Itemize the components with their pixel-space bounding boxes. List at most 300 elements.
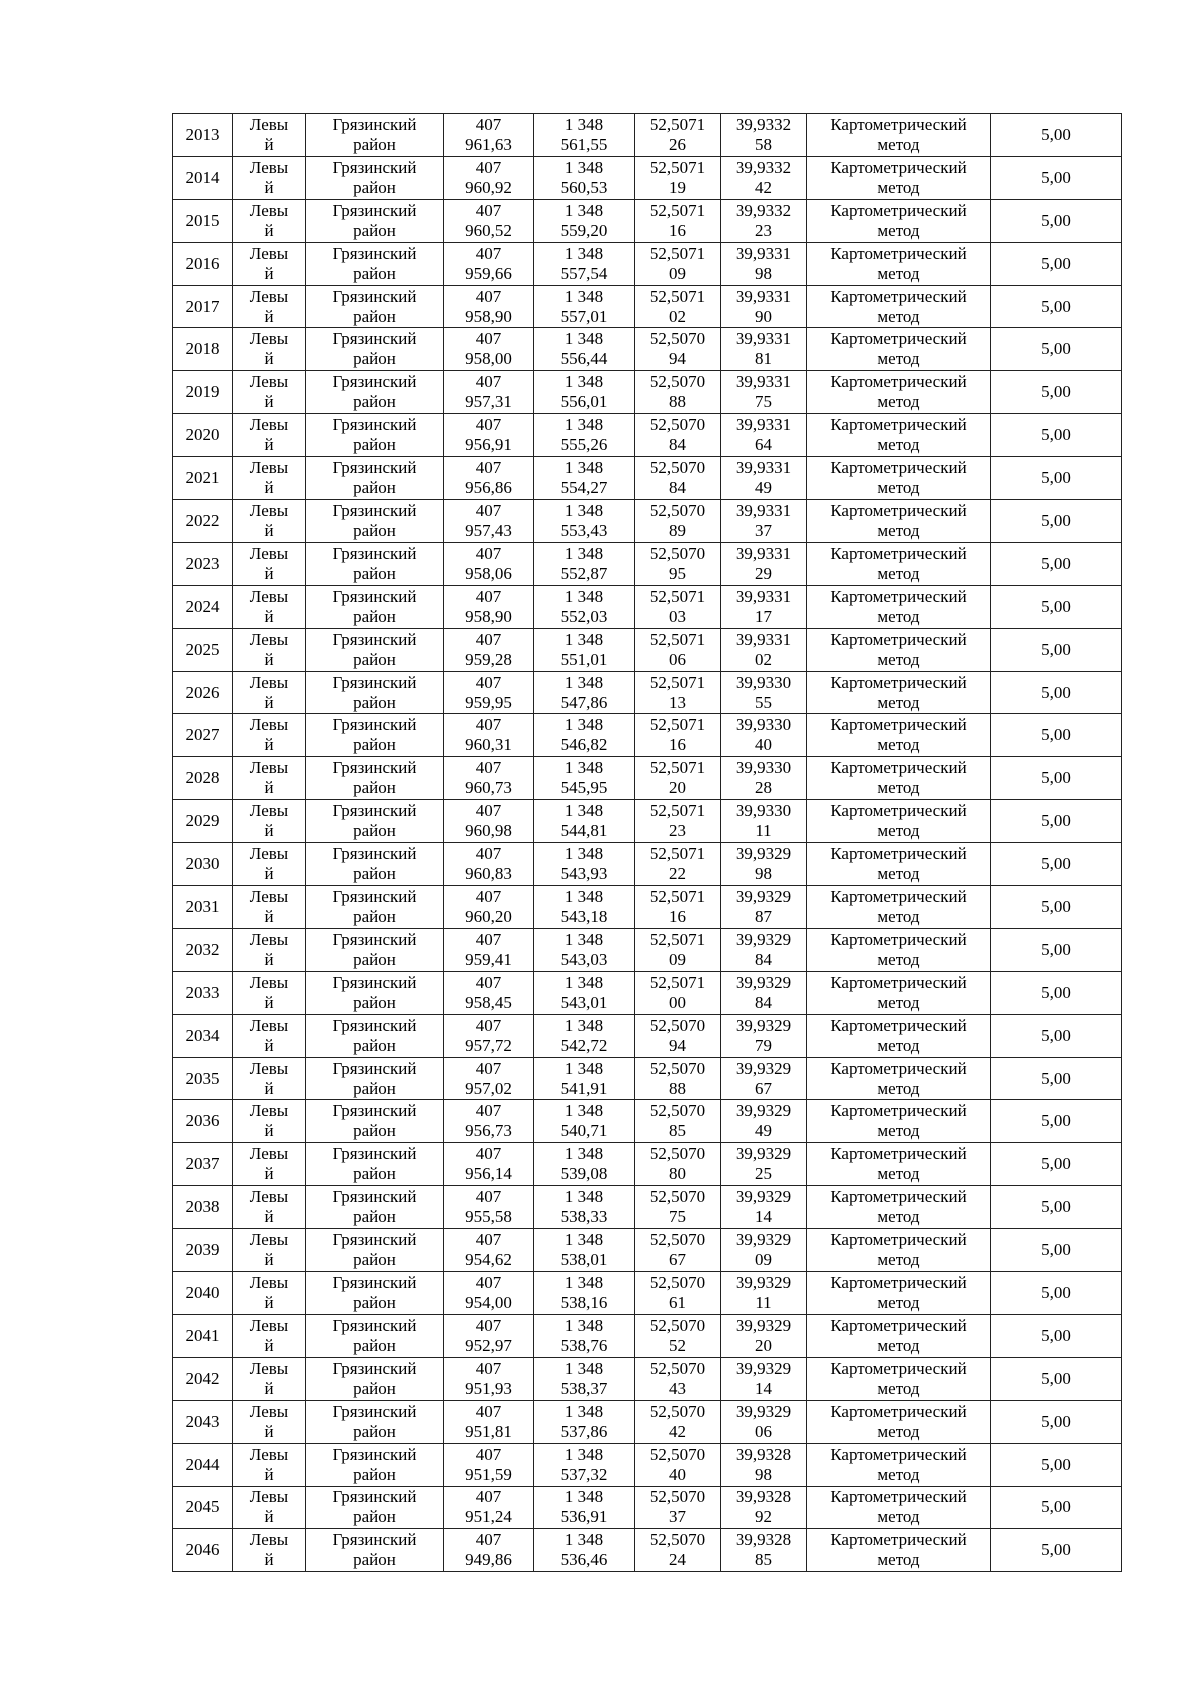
- longitude-cell-line: 39,9332: [735, 157, 792, 177]
- bank-side-cell-line: Левы: [249, 329, 289, 349]
- latitude-cell-line: 13: [669, 692, 686, 712]
- latitude-cell-line: 16: [669, 735, 686, 755]
- accuracy-cell: 5,00: [991, 114, 1122, 157]
- x-coordinate-cell-line: 407: [475, 415, 502, 435]
- longitude-cell-line: 39,9330: [735, 801, 792, 821]
- longitude-cell-line: 39,9329: [735, 1187, 792, 1207]
- latitude-cell-line: 22: [669, 864, 686, 884]
- table-row: [173, 457, 1122, 500]
- latitude-cell: [635, 886, 721, 929]
- longitude-cell-line: 87: [755, 906, 772, 926]
- table-body: [173, 114, 1122, 1572]
- y-coordinate-cell-line: 1 348: [564, 200, 604, 220]
- district-cell-line: Грязинский: [332, 157, 417, 177]
- x-coordinate-cell-line: 407: [475, 372, 502, 392]
- bank-side-cell-line: й: [264, 1207, 274, 1227]
- y-coordinate-cell-line: 1 348: [564, 372, 604, 392]
- table-row: [173, 843, 1122, 886]
- y-coordinate-cell: [534, 199, 635, 242]
- bank-side-cell-line: й: [264, 649, 274, 669]
- method-cell: [807, 500, 991, 543]
- bank-side-cell-line: й: [264, 1550, 274, 1570]
- table-row: [173, 714, 1122, 757]
- y-coordinate-cell-line: 540,71: [560, 1121, 608, 1141]
- latitude-cell-line: 52,5071: [649, 801, 706, 821]
- latitude-cell: [635, 542, 721, 585]
- longitude-cell: [721, 671, 807, 714]
- district-cell-line: район: [353, 177, 396, 197]
- y-coordinate-cell-line: 552,03: [560, 606, 608, 626]
- longitude-cell: [721, 1100, 807, 1143]
- bank-side-cell-line: й: [264, 1507, 274, 1527]
- latitude-cell: [635, 500, 721, 543]
- x-coordinate-cell-line: 956,91: [465, 435, 512, 455]
- district-cell-line: район: [353, 778, 396, 798]
- x-coordinate-cell: [444, 242, 534, 285]
- x-coordinate-cell-line: 407: [475, 286, 502, 306]
- method-cell-line: метод: [877, 1464, 920, 1484]
- method-cell-line: Картометрический: [830, 500, 967, 520]
- y-coordinate-cell-line: 1 348: [564, 1401, 604, 1421]
- latitude-cell-line: 52,5070: [649, 1315, 706, 1335]
- district-cell-line: район: [353, 1335, 396, 1355]
- bank-side-cell-line: й: [264, 392, 274, 412]
- district-cell-line: район: [353, 1292, 396, 1312]
- method-cell: [807, 1100, 991, 1143]
- latitude-cell-line: 00: [669, 992, 686, 1012]
- x-coordinate-cell: [444, 1357, 534, 1400]
- bank-side-cell-line: Левы: [249, 1015, 289, 1035]
- y-coordinate-cell-line: 1 348: [564, 1058, 604, 1078]
- method-cell-line: Картометрический: [830, 1444, 967, 1464]
- y-coordinate-cell-line: 553,43: [560, 520, 608, 540]
- latitude-cell-line: 03: [669, 606, 686, 626]
- latitude-cell-line: 52,5070: [649, 1187, 706, 1207]
- bank-side-cell-line: Левы: [249, 629, 289, 649]
- latitude-cell-line: 52,5070: [649, 1144, 706, 1164]
- district-cell-line: район: [353, 1464, 396, 1484]
- method-cell-line: Картометрический: [830, 372, 967, 392]
- y-coordinate-cell: [534, 1186, 635, 1229]
- table-row: [173, 1400, 1122, 1443]
- accuracy-cell: 5,00: [991, 1057, 1122, 1100]
- y-coordinate-cell-line: 1 348: [564, 543, 604, 563]
- district-cell-line: район: [353, 821, 396, 841]
- y-coordinate-cell-line: 1 348: [564, 1230, 604, 1250]
- bank-side-cell-line: й: [264, 692, 274, 712]
- y-coordinate-cell-line: 1 348: [564, 715, 604, 735]
- x-coordinate-cell: [444, 1529, 534, 1572]
- latitude-cell-line: 52,5071: [649, 886, 706, 906]
- x-coordinate-cell-line: 956,14: [465, 1164, 512, 1184]
- latitude-cell-line: 52,5071: [649, 243, 706, 263]
- district-cell-line: район: [353, 949, 396, 969]
- method-cell-line: метод: [877, 1121, 920, 1141]
- y-coordinate-cell: [534, 843, 635, 886]
- method-cell: [807, 1272, 991, 1315]
- method-cell: [807, 1186, 991, 1229]
- district-cell-line: район: [353, 1378, 396, 1398]
- point-number-cell: 2024: [173, 585, 233, 628]
- y-coordinate-cell-line: 542,72: [560, 1035, 608, 1055]
- table-row: [173, 928, 1122, 971]
- method-cell-line: метод: [877, 778, 920, 798]
- latitude-cell-line: 52,5071: [649, 972, 706, 992]
- accuracy-cell: 5,00: [991, 156, 1122, 199]
- district-cell-line: район: [353, 1250, 396, 1270]
- bank-side-cell-line: Левы: [249, 415, 289, 435]
- x-coordinate-cell: [444, 928, 534, 971]
- point-number-cell: 2043: [173, 1400, 233, 1443]
- accuracy-cell: 5,00: [991, 757, 1122, 800]
- longitude-cell: [721, 1443, 807, 1486]
- y-coordinate-cell: [534, 1314, 635, 1357]
- district-cell-line: Грязинский: [332, 1487, 417, 1507]
- bank-side-cell: [233, 371, 306, 414]
- longitude-cell-line: 20: [755, 1335, 772, 1355]
- x-coordinate-cell-line: 407: [475, 1530, 502, 1550]
- method-cell: [807, 1486, 991, 1529]
- latitude-cell: [635, 414, 721, 457]
- x-coordinate-cell-line: 958,90: [465, 306, 512, 326]
- y-coordinate-cell-line: 1 348: [564, 801, 604, 821]
- bank-side-cell-line: й: [264, 1464, 274, 1484]
- coordinates-table: [172, 113, 1122, 1572]
- longitude-cell-line: 39,9328: [735, 1487, 792, 1507]
- point-number-cell: 2039: [173, 1229, 233, 1272]
- district-cell: [306, 285, 444, 328]
- district-cell-line: Грязинский: [332, 543, 417, 563]
- y-coordinate-cell: [534, 585, 635, 628]
- latitude-cell: [635, 114, 721, 157]
- district-cell-line: район: [353, 1035, 396, 1055]
- latitude-cell: [635, 928, 721, 971]
- y-coordinate-cell-line: 536,91: [560, 1507, 608, 1527]
- bank-side-cell-line: Левы: [249, 586, 289, 606]
- longitude-cell-line: 98: [755, 263, 772, 283]
- longitude-cell-line: 29: [755, 563, 772, 583]
- y-coordinate-cell-line: 539,08: [560, 1164, 608, 1184]
- latitude-cell-line: 52,5070: [649, 1358, 706, 1378]
- longitude-cell: [721, 328, 807, 371]
- district-cell-line: Грязинский: [332, 1144, 417, 1164]
- y-coordinate-cell: [534, 1057, 635, 1100]
- x-coordinate-cell-line: 407: [475, 972, 502, 992]
- latitude-cell: [635, 1186, 721, 1229]
- method-cell-line: метод: [877, 1378, 920, 1398]
- district-cell-line: Грязинский: [332, 844, 417, 864]
- y-coordinate-cell: [534, 628, 635, 671]
- bank-side-cell-line: й: [264, 1335, 274, 1355]
- x-coordinate-cell-line: 956,86: [465, 478, 512, 498]
- method-cell-line: Картометрический: [830, 629, 967, 649]
- y-coordinate-cell: [534, 800, 635, 843]
- latitude-cell: [635, 1529, 721, 1572]
- district-cell-line: Грязинский: [332, 972, 417, 992]
- latitude-cell-line: 09: [669, 263, 686, 283]
- method-cell-line: Картометрический: [830, 157, 967, 177]
- point-number-cell: 2038: [173, 1186, 233, 1229]
- bank-side-cell-line: й: [264, 263, 274, 283]
- method-cell-line: Картометрический: [830, 415, 967, 435]
- table-row: [173, 285, 1122, 328]
- bank-side-cell: [233, 757, 306, 800]
- bank-side-cell: [233, 843, 306, 886]
- bank-side-cell: [233, 1314, 306, 1357]
- point-number-cell: 2042: [173, 1357, 233, 1400]
- x-coordinate-cell: [444, 757, 534, 800]
- latitude-cell: [635, 242, 721, 285]
- district-cell: [306, 1057, 444, 1100]
- longitude-cell-line: 39,9329: [735, 1058, 792, 1078]
- x-coordinate-cell: [444, 671, 534, 714]
- bank-side-cell-line: й: [264, 563, 274, 583]
- x-coordinate-cell: [444, 285, 534, 328]
- longitude-cell-line: 84: [755, 992, 772, 1012]
- bank-side-cell-line: Левы: [249, 1058, 289, 1078]
- x-coordinate-cell-line: 407: [475, 200, 502, 220]
- y-coordinate-cell-line: 554,27: [560, 478, 608, 498]
- bank-side-cell-line: й: [264, 906, 274, 926]
- latitude-cell: [635, 671, 721, 714]
- table-row: [173, 371, 1122, 414]
- bank-side-cell-line: Левы: [249, 1487, 289, 1507]
- district-cell-line: район: [353, 520, 396, 540]
- table-row: [173, 1486, 1122, 1529]
- longitude-cell-line: 39,9331: [735, 629, 792, 649]
- method-cell: [807, 1400, 991, 1443]
- district-cell-line: Грязинский: [332, 415, 417, 435]
- longitude-cell-line: 58: [755, 134, 772, 154]
- method-cell: [807, 971, 991, 1014]
- district-cell: [306, 1486, 444, 1529]
- x-coordinate-cell-line: 407: [475, 543, 502, 563]
- longitude-cell-line: 39,9330: [735, 758, 792, 778]
- latitude-cell-line: 19: [669, 177, 686, 197]
- x-coordinate-cell: [444, 1014, 534, 1057]
- bank-side-cell: [233, 1529, 306, 1572]
- district-cell-line: район: [353, 1121, 396, 1141]
- district-cell: [306, 414, 444, 457]
- method-cell: [807, 1143, 991, 1186]
- y-coordinate-cell-line: 537,86: [560, 1421, 608, 1441]
- district-cell-line: Грязинский: [332, 200, 417, 220]
- point-number-cell: 2018: [173, 328, 233, 371]
- method-cell-line: Картометрический: [830, 200, 967, 220]
- method-cell-line: метод: [877, 177, 920, 197]
- district-cell-line: Грязинский: [332, 1444, 417, 1464]
- y-coordinate-cell: [534, 242, 635, 285]
- longitude-cell-line: 17: [755, 606, 772, 626]
- point-number-cell: 2040: [173, 1272, 233, 1315]
- x-coordinate-cell-line: 407: [475, 500, 502, 520]
- latitude-cell-line: 20: [669, 778, 686, 798]
- latitude-cell-line: 52,5071: [649, 200, 706, 220]
- table-row: [173, 1100, 1122, 1143]
- district-cell: [306, 585, 444, 628]
- x-coordinate-cell-line: 407: [475, 1144, 502, 1164]
- x-coordinate-cell-line: 957,72: [465, 1035, 512, 1055]
- point-number-cell: 2014: [173, 156, 233, 199]
- table-row: [173, 242, 1122, 285]
- x-coordinate-cell-line: 407: [475, 844, 502, 864]
- x-coordinate-cell-line: 958,06: [465, 563, 512, 583]
- y-coordinate-cell: [534, 757, 635, 800]
- longitude-cell-line: 42: [755, 177, 772, 197]
- longitude-cell-line: 39,9331: [735, 243, 792, 263]
- y-coordinate-cell-line: 1 348: [564, 972, 604, 992]
- y-coordinate-cell-line: 1 348: [564, 243, 604, 263]
- method-cell-line: метод: [877, 435, 920, 455]
- district-cell: [306, 671, 444, 714]
- latitude-cell-line: 52,5070: [649, 1401, 706, 1421]
- district-cell-line: Грязинский: [332, 929, 417, 949]
- y-coordinate-cell-line: 561,55: [560, 134, 608, 154]
- y-coordinate-cell: [534, 971, 635, 1014]
- bank-side-cell-line: Левы: [249, 1230, 289, 1250]
- method-cell-line: Картометрический: [830, 1272, 967, 1292]
- y-coordinate-cell: [534, 1486, 635, 1529]
- latitude-cell-line: 52,5070: [649, 1101, 706, 1121]
- y-coordinate-cell: [534, 328, 635, 371]
- y-coordinate-cell-line: 543,18: [560, 906, 608, 926]
- district-cell-line: район: [353, 392, 396, 412]
- x-coordinate-cell-line: 407: [475, 629, 502, 649]
- y-coordinate-cell-line: 1 348: [564, 500, 604, 520]
- longitude-cell: [721, 457, 807, 500]
- longitude-cell: [721, 1357, 807, 1400]
- bank-side-cell: [233, 328, 306, 371]
- method-cell-line: Картометрический: [830, 1144, 967, 1164]
- y-coordinate-cell: [534, 1357, 635, 1400]
- latitude-cell: [635, 1057, 721, 1100]
- x-coordinate-cell-line: 951,59: [465, 1464, 512, 1484]
- latitude-cell-line: 52,5070: [649, 543, 706, 563]
- district-cell-line: район: [353, 220, 396, 240]
- method-cell: [807, 1314, 991, 1357]
- y-coordinate-cell-line: 1 348: [564, 1487, 604, 1507]
- latitude-cell-line: 84: [669, 478, 686, 498]
- x-coordinate-cell-line: 407: [475, 157, 502, 177]
- bank-side-cell-line: Левы: [249, 886, 289, 906]
- y-coordinate-cell-line: 545,95: [560, 778, 608, 798]
- bank-side-cell-line: Левы: [249, 1530, 289, 1550]
- accuracy-cell: 5,00: [991, 1272, 1122, 1315]
- method-cell: [807, 843, 991, 886]
- method-cell-line: Картометрический: [830, 1315, 967, 1335]
- x-coordinate-cell-line: 407: [475, 1230, 502, 1250]
- method-cell-line: метод: [877, 821, 920, 841]
- bank-side-cell-line: й: [264, 821, 274, 841]
- method-cell-line: метод: [877, 1292, 920, 1312]
- x-coordinate-cell-line: 959,95: [465, 692, 512, 712]
- x-coordinate-cell-line: 960,52: [465, 220, 512, 240]
- latitude-cell: [635, 714, 721, 757]
- bank-side-cell: [233, 800, 306, 843]
- district-cell-line: Грязинский: [332, 886, 417, 906]
- bank-side-cell-line: й: [264, 992, 274, 1012]
- district-cell-line: Грязинский: [332, 1101, 417, 1121]
- district-cell-line: Грязинский: [332, 801, 417, 821]
- accuracy-cell: 5,00: [991, 457, 1122, 500]
- longitude-cell-line: 39,9328: [735, 1444, 792, 1464]
- x-coordinate-cell-line: 407: [475, 1487, 502, 1507]
- accuracy-cell: 5,00: [991, 671, 1122, 714]
- district-cell: [306, 500, 444, 543]
- bank-side-cell: [233, 542, 306, 585]
- latitude-cell-line: 84: [669, 435, 686, 455]
- table-row: [173, 1057, 1122, 1100]
- y-coordinate-cell: [534, 886, 635, 929]
- longitude-cell: [721, 1186, 807, 1229]
- method-cell-line: Картометрический: [830, 758, 967, 778]
- district-cell-line: Грязинский: [332, 1530, 417, 1550]
- district-cell-line: Грязинский: [332, 1230, 417, 1250]
- latitude-cell-line: 52,5070: [649, 458, 706, 478]
- point-number-cell: 2019: [173, 371, 233, 414]
- longitude-cell-line: 39,9331: [735, 586, 792, 606]
- bank-side-cell: [233, 500, 306, 543]
- y-coordinate-cell: [534, 542, 635, 585]
- x-coordinate-cell-line: 407: [475, 1358, 502, 1378]
- district-cell-line: район: [353, 349, 396, 369]
- bank-side-cell: [233, 1357, 306, 1400]
- method-cell-line: метод: [877, 263, 920, 283]
- latitude-cell: [635, 843, 721, 886]
- table-row: [173, 1186, 1122, 1229]
- method-cell: [807, 585, 991, 628]
- district-cell-line: район: [353, 263, 396, 283]
- latitude-cell-line: 16: [669, 220, 686, 240]
- accuracy-cell: 5,00: [991, 1529, 1122, 1572]
- latitude-cell: [635, 1229, 721, 1272]
- longitude-cell: [721, 628, 807, 671]
- latitude-cell: [635, 1314, 721, 1357]
- y-coordinate-cell-line: 538,37: [560, 1378, 608, 1398]
- longitude-cell: [721, 1529, 807, 1572]
- x-coordinate-cell-line: 407: [475, 1015, 502, 1035]
- district-cell: [306, 1272, 444, 1315]
- district-cell-line: Грязинский: [332, 243, 417, 263]
- longitude-cell: [721, 886, 807, 929]
- district-cell: [306, 457, 444, 500]
- bank-side-cell: [233, 1400, 306, 1443]
- longitude-cell: [721, 285, 807, 328]
- point-number-cell: 2026: [173, 671, 233, 714]
- latitude-cell-line: 02: [669, 306, 686, 326]
- district-cell: [306, 1229, 444, 1272]
- longitude-cell: [721, 414, 807, 457]
- method-cell-line: метод: [877, 692, 920, 712]
- y-coordinate-cell: [534, 414, 635, 457]
- accuracy-cell: 5,00: [991, 1143, 1122, 1186]
- district-cell: [306, 242, 444, 285]
- y-coordinate-cell: [534, 371, 635, 414]
- district-cell: [306, 1100, 444, 1143]
- district-cell-line: Грязинский: [332, 286, 417, 306]
- latitude-cell: [635, 757, 721, 800]
- method-cell-line: Картометрический: [830, 929, 967, 949]
- x-coordinate-cell-line: 407: [475, 672, 502, 692]
- district-cell-line: Грязинский: [332, 1187, 417, 1207]
- latitude-cell: [635, 1014, 721, 1057]
- x-coordinate-cell: [444, 1143, 534, 1186]
- latitude-cell: [635, 328, 721, 371]
- method-cell-line: Картометрический: [830, 1058, 967, 1078]
- district-cell-line: Грязинский: [332, 629, 417, 649]
- longitude-cell-line: 49: [755, 1121, 772, 1141]
- x-coordinate-cell-line: 960,73: [465, 778, 512, 798]
